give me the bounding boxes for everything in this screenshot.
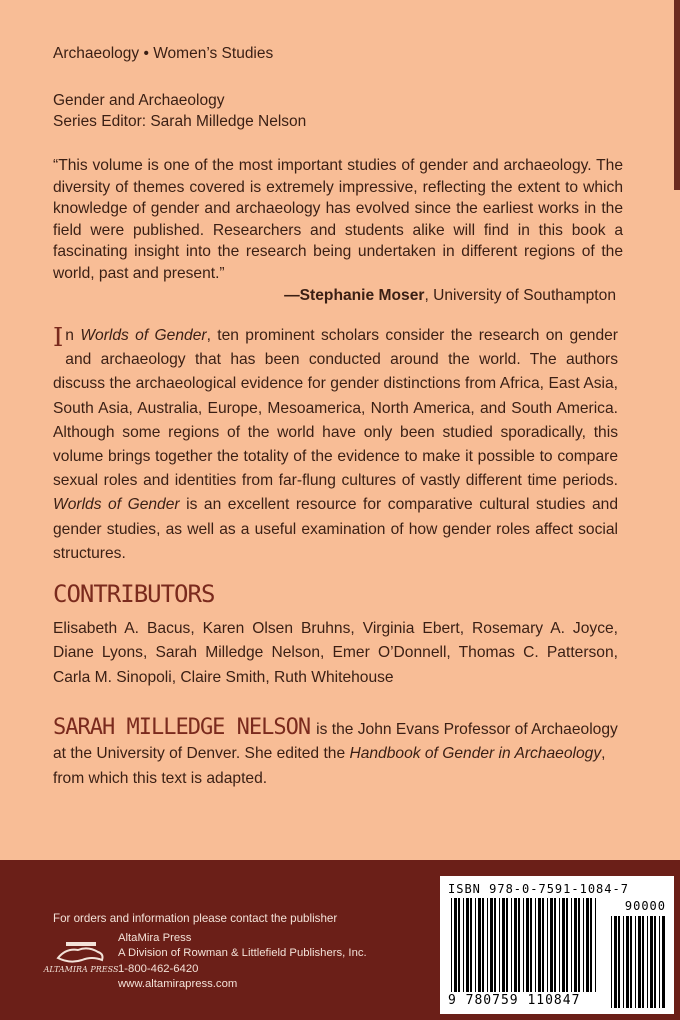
barcode-bar	[654, 916, 656, 1008]
barcode-bar	[466, 898, 469, 992]
barcode-bar	[635, 916, 636, 1008]
publisher-division: A Division of Rowman & Littlefield Publishers, Inc.	[118, 947, 367, 960]
addon-barcode-bars	[610, 916, 666, 1008]
series-editor: Series Editor: Sarah Milledge Nelson	[53, 113, 307, 130]
ean-number: 9 780759 110847	[448, 993, 581, 1008]
barcode-bar	[642, 916, 644, 1008]
quote-attribution	[284, 287, 616, 305]
isbn-text: ISBN 978-0-7591-1084-7	[448, 882, 629, 896]
publisher-phone: 1-800-462-6420	[118, 962, 199, 975]
barcode-bar	[650, 916, 653, 1008]
barcode-bar	[583, 898, 584, 992]
barcode-bar	[623, 916, 624, 1008]
barcode-bar	[595, 898, 596, 992]
author-name: SARAH MILLEDGE NELSON	[53, 715, 311, 740]
attribution-name: —Stephanie Moser	[284, 287, 425, 304]
series-name: Gender and Archaeology	[53, 92, 225, 109]
barcode-bar	[659, 916, 660, 1008]
barcode-bar	[530, 898, 532, 992]
barcode-bar	[490, 898, 493, 992]
barcode-bar	[499, 898, 500, 992]
barcode	[440, 876, 674, 1014]
barcode-bar	[611, 916, 612, 1008]
barcode-bar	[458, 898, 460, 992]
barcode-bar	[554, 898, 556, 992]
endorsement-quote: “This volume is one of the most important studies of gender and archaeology. The diversity of themes covered is extremely impressive, reflecting the extent to which knowledge of gender and archaeology has evolved since the earliest works in the field were published. Researchers and students alike will find in this book a fascinating insight into the research being undertaken in different regions of the world, past and present.”	[53, 157, 623, 282]
barcode-bar	[550, 898, 553, 992]
barcode-bar	[502, 898, 505, 992]
contributors-heading: CONTRIBUTORS	[53, 580, 215, 608]
description-text-2: , ten prominent scholars consider the research on gender and archaeology that has been conducted around the world. The authors discuss the archaeological evidence for gender distinctions from Africa, East Asia, South Asia, Australia, Europe, Mesoamerica, North America, and South America. Although some regions of the world have only been studied sporadically, this volume brings together the totality of the evidence to make it possible to compare sexual roles and identities from far-flung cultures of vastly different time periods.	[53, 327, 618, 490]
barcode-bar	[586, 898, 589, 992]
description-text-1: n	[65, 327, 81, 344]
barcode-bar	[454, 898, 457, 992]
barcode-bar	[559, 898, 560, 992]
barcode-bar	[535, 898, 536, 992]
barcode-bar	[647, 916, 648, 1008]
author-bio-text-2: , from which this text is adapted.	[53, 745, 606, 787]
dropcap: I	[53, 323, 64, 353]
altamira-logo-icon	[43, 930, 119, 982]
ean-barcode-bars	[450, 898, 598, 992]
publisher-website: www.altamirapress.com	[118, 977, 238, 990]
category-line: Archaeology • Women’s Studies	[53, 45, 274, 62]
barcode-bar	[526, 898, 529, 992]
barcode-bar	[514, 898, 517, 992]
author-bio	[53, 716, 618, 791]
barcode-bar	[523, 898, 524, 992]
publisher-footer	[0, 860, 680, 1020]
barcode-bar	[470, 898, 472, 992]
publisher-name: AltaMira Press	[118, 932, 192, 944]
barcode-bar	[475, 898, 476, 992]
orders-note: For orders and information please contact the publisher	[53, 912, 338, 925]
barcode-bar	[638, 916, 641, 1008]
attribution-affiliation: , University of Southampton	[424, 287, 616, 304]
barcode-bar	[626, 916, 629, 1008]
barcode-bar	[511, 898, 512, 992]
barcode-bar	[542, 898, 544, 992]
barcode-bar	[662, 916, 665, 1008]
barcode-bar	[566, 898, 568, 992]
barcode-bar	[482, 898, 484, 992]
barcode-bar	[451, 898, 452, 992]
barcode-bar	[547, 898, 548, 992]
barcode-bar	[562, 898, 565, 992]
barcode-bar	[518, 898, 520, 992]
barcode-bar	[618, 916, 620, 1008]
logo-wordmark: ALTAMIRA PRESS	[43, 965, 119, 974]
book-title-1: Worlds of Gender	[80, 327, 207, 344]
series-info	[53, 90, 306, 132]
barcode-bar	[487, 898, 488, 992]
addon-code: 90000	[624, 899, 666, 913]
author-bio-text-1: is the John Evans Professor of Archaeology at the University of Denver. She edited the	[53, 721, 618, 763]
barcode-bar	[478, 898, 481, 992]
barcode-bar	[630, 916, 632, 1008]
description-text-3: is an excellent resource for comparative cultural studies and gender studies, as well as a useful examination of how gender roles affect social structures.	[53, 496, 618, 562]
barcode-bar	[590, 898, 592, 992]
description-paragraph	[53, 324, 618, 566]
handbook-title: Handbook of Gender in Archaeology	[349, 745, 602, 763]
barcode-bar	[574, 898, 577, 992]
barcode-bar	[506, 898, 508, 992]
barcode-bar	[614, 916, 617, 1008]
barcode-bar	[494, 898, 496, 992]
book-title-2: Worlds of Gender	[53, 496, 180, 514]
contributors-list: Elisabeth A. Bacus, Karen Olsen Bruhns, Virginia Ebert, Rosemary A. Joyce, Diane Lyons, Sarah Milledge Nelson, Emer O’Donnell, Thomas C. Patterson, Carla M. Sinopoli, Claire Smith, Ruth Whitehouse	[53, 620, 618, 686]
barcode-bar	[538, 898, 541, 992]
barcode-bar	[571, 898, 572, 992]
publisher-contact	[118, 931, 367, 992]
barcode-bar	[578, 898, 580, 992]
right-edge-stripe	[674, 0, 680, 190]
barcode-bar	[463, 898, 464, 992]
